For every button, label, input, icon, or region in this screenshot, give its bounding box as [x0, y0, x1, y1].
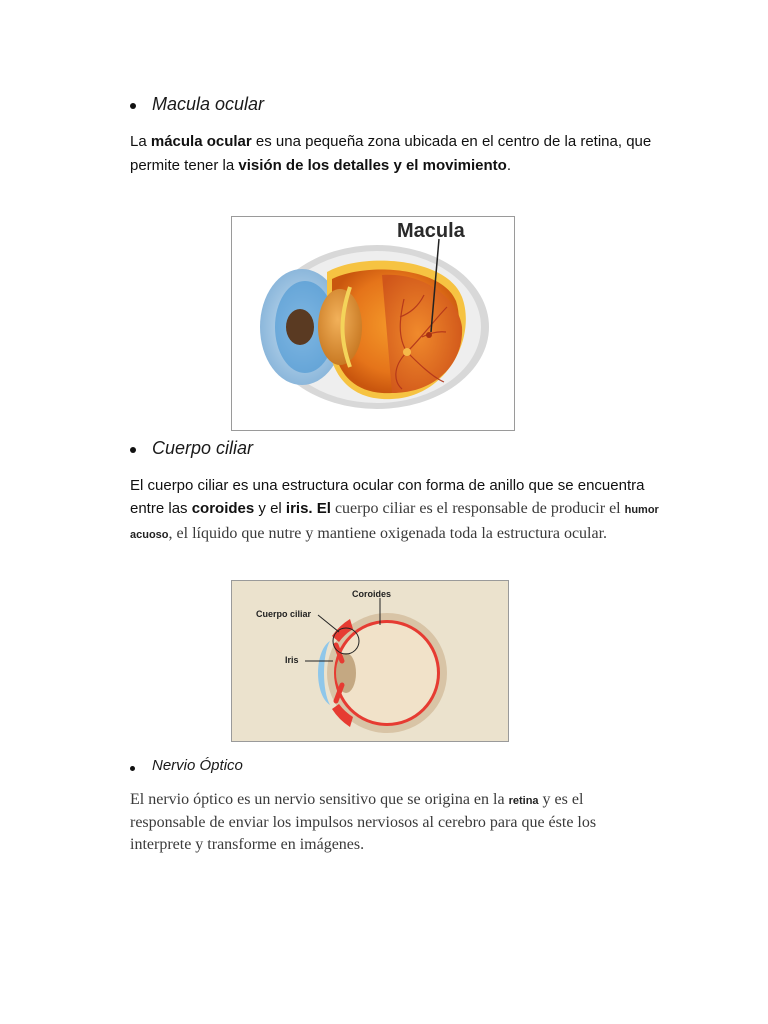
- eye-cross-section-diagram: [232, 581, 508, 741]
- bullet-icon: [130, 447, 136, 453]
- cuerpo-ciliar-figure: [231, 580, 509, 742]
- bullet-icon: [130, 103, 136, 109]
- eye-macula-illustration: [232, 217, 514, 430]
- document-page: Macula ocular La mácula ocular es una pequeña zona ubicada en el centro de la retina, que permite tener la visión de los detalles y el movimiento. Macula Cuerpo ciliar El cuerpo ciliar es una estructura ocular con forma de anillo que se encuentra entre las coroides y el iris. El cuerpo ciliar es el responsable de producir el humor acuoso, el líquido que nutre y mantiene oxigenada toda la estructura ocular. Coroides Cuerpo ciliar Iris Nervio Óptico El nervio óptico es un nervio sensitivo que se origina en la retina y es el responsable de enviar los impulsos nerviosos al cerebro para que éste los interprete y transforme en imágenes.: [0, 0, 768, 1024]
- macula-label: Macula: [397, 220, 465, 242]
- iris-label: Iris: [285, 655, 299, 665]
- coroides-label: Coroides: [352, 589, 392, 599]
- paragraph-cuerpo-ciliar: El cuerpo ciliar es una estructura ocular con forma de anillo que se encuentra entre las coroides y el iris. El cuerpo ciliar es el responsable de producir el humor acuoso, el líquido que nutre y mantiene oxigenada toda la estructura ocular.: [130, 477, 659, 542]
- macula-figure: [231, 216, 515, 431]
- paragraph-nervio-optico: El nervio óptico es un nervio sensitivo que se origina en la retina y es el responsable de enviar los impulsos nerviosos al cerebro para que éste los interprete y transforme en imágenes.: [130, 791, 597, 853]
- paragraph-macula: La mácula ocular es una pequeña zona ubicada en el centro de la retina, que permite tener la visión de los detalles y el movimiento.: [130, 133, 652, 174]
- bullet-icon: [130, 766, 135, 771]
- cuerpo-ciliar-label: Cuerpo ciliar: [256, 609, 312, 619]
